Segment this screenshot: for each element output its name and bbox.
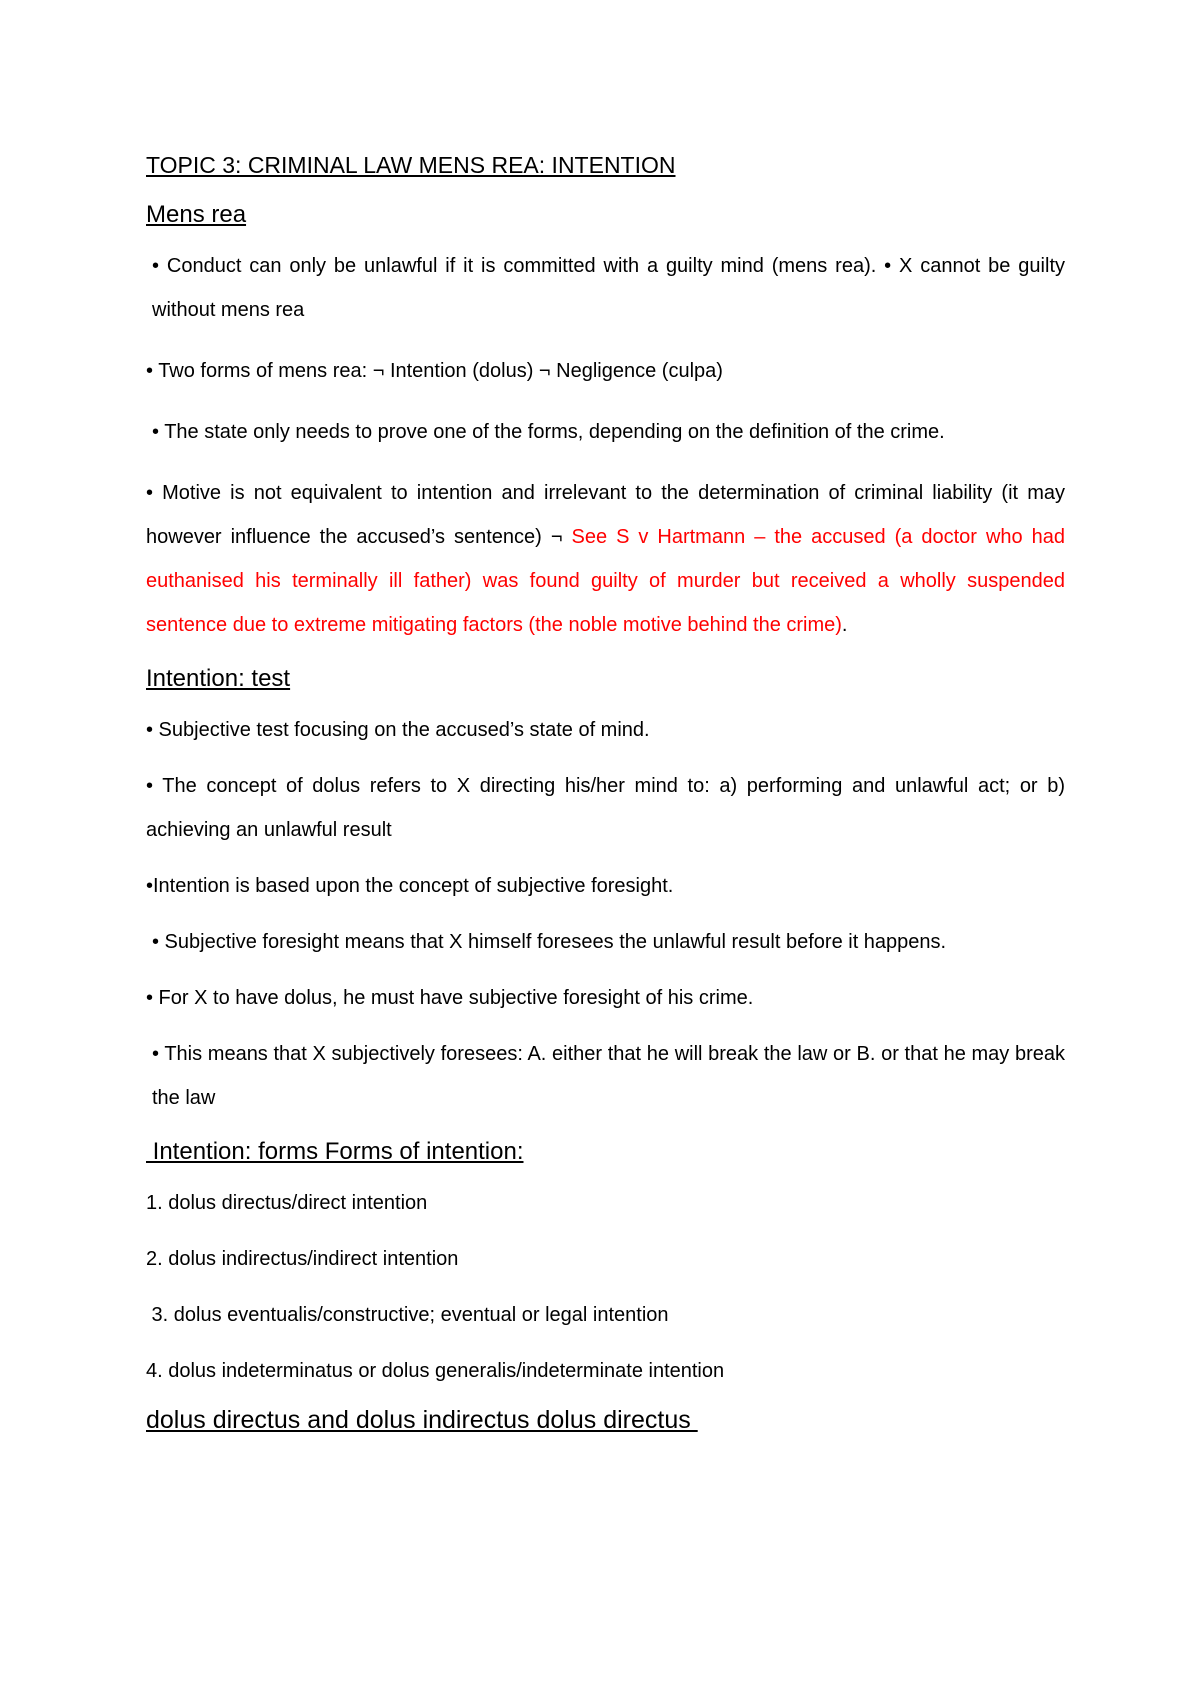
paragraph-forms: • Two forms of mens rea: ¬ Intention (dolus) ¬ Negligence (culpa) — [146, 360, 723, 382]
motive-text: • Motive is not equivalent to intention and irrelevant to the determination of criminal liability (it may however influence the accused’s sentence) ¬ — [146, 482, 1065, 548]
paragraph-dolus-requirement: • For X to have dolus, he must have subjective foresight of his crime. — [146, 987, 754, 1009]
paragraph-foresight-meaning: • Subjective foresight means that X himself foresees the unlawful result before it happens. — [152, 931, 947, 953]
heading-intention-forms: Intention: forms Forms of intention: — [146, 1138, 524, 1165]
list-item: 4. dolus indeterminatus or dolus generalis/indeterminate intention — [146, 1360, 725, 1382]
list-item: 3. dolus eventualis/constructive; eventual or legal intention — [146, 1304, 669, 1326]
paragraph-dolus-concept: • The concept of dolus refers to X directing his/her mind to: a) performing and unlawful act; or b) achieving an unlawful result — [146, 775, 1065, 841]
heading-intention-test: Intention: test — [146, 665, 291, 692]
list-item: 2. dolus indirectus/indirect intention — [146, 1248, 459, 1270]
heading-dolus-directus: dolus directus and dolus indirectus dolus directus — [146, 1406, 698, 1434]
paragraph-motive — [146, 471, 1065, 647]
paragraph-foresees: • This means that X subjectively foresees: A. either that he will break the law or B. or that he may break the law — [152, 1043, 1065, 1109]
page-title: TOPIC 3: CRIMINAL LAW MENS REA: INTENTION — [146, 152, 676, 178]
paragraph-subjective-test: • Subjective test focusing on the accused’s state of mind. — [146, 719, 650, 741]
list-item: 1. dolus directus/direct intention — [146, 1192, 428, 1214]
heading-mens-rea: Mens rea — [146, 201, 247, 228]
paragraph-guilty-mind: • Conduct can only be unlawful if it is committed with a guilty mind (mens rea). • X cannot be guilty without mens rea — [152, 255, 1065, 321]
paragraph-subjective-foresight: •Intention is based upon the concept of subjective foresight. — [146, 875, 674, 897]
paragraph-state-prove: • The state only needs to prove one of the forms, depending on the definition of the crime. — [152, 421, 945, 443]
motive-period: . — [841, 614, 848, 636]
case-reference-hartmann: See S v Hartmann – the accused (a doctor who had euthanised his terminally ill father) was found guilty of murder but received a wholly suspended sentence due to extreme mitigating factors (the noble motive behind the crime) — [146, 526, 1065, 636]
